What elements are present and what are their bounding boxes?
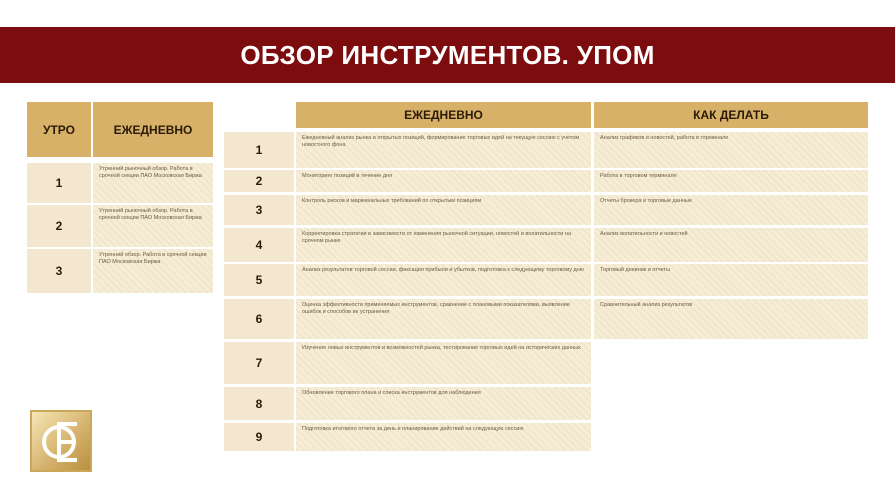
page-title: ОБЗОР ИНСТРУМЕНТОВ. УПОМ bbox=[0, 27, 895, 83]
right-row-4-number: 4 bbox=[224, 228, 294, 262]
right-row-2-how: Работа в торговом терминале bbox=[594, 170, 868, 192]
left-header-daily: ЕЖЕДНЕВНО bbox=[93, 102, 213, 157]
right-row-1-number: 1 bbox=[224, 132, 294, 168]
right-row-5-text: Анализ результатов торговой сессии, фиксация прибыли и убытков, подготовка к следующему торговому дню bbox=[296, 264, 591, 296]
left-row-2-text: Утренний рыночный обзор. Работа в срочной секции ПАО Московская Биржа bbox=[93, 205, 213, 247]
right-row-4-text: Корректировка стратегии в зависимости от изменения рыночной ситуации, новостей и волатильности на срочном рынке bbox=[296, 228, 591, 262]
company-logo bbox=[30, 410, 92, 472]
right-header-daily: ЕЖЕДНЕВНО bbox=[296, 102, 591, 128]
right-row-6-text: Оценка эффективности применяемых инструментов, сравнение с плановыми показателями, выявление ошибок и способов их устранения bbox=[296, 299, 591, 339]
right-row-9-number: 9 bbox=[224, 423, 294, 451]
right-row-8-number: 8 bbox=[224, 387, 294, 420]
left-row-1-number: 1 bbox=[27, 163, 91, 203]
right-row-3-number: 3 bbox=[224, 195, 294, 225]
right-row-9-text: Подготовка итогового отчета за день и планирование действий на следующую сессию bbox=[296, 423, 591, 451]
right-header-how: КАК ДЕЛАТЬ bbox=[594, 102, 868, 128]
right-row-6-number: 6 bbox=[224, 299, 294, 339]
left-row-3-number: 3 bbox=[27, 249, 91, 293]
right-row-5-how: Торговый дневник и отчеты bbox=[594, 264, 868, 296]
right-row-4-how: Анализ волатильности и новостей bbox=[594, 228, 868, 262]
right-row-1-how: Анализ графиков и новостей, работа в терминале bbox=[594, 132, 868, 168]
left-header-morning: УТРО bbox=[27, 102, 91, 157]
right-row-8-text: Обновление торгового плана и списка инструментов для наблюдения bbox=[296, 387, 591, 420]
right-row-3-how: Отчеты брокера и торговые данные bbox=[594, 195, 868, 225]
logo-emblem-icon bbox=[32, 412, 90, 470]
right-row-7-text: Изучение новых инструментов и возможностей рынка, тестирование торговых идей на исторических данных bbox=[296, 342, 591, 384]
right-row-2-text: Мониторинг позиций в течение дня bbox=[296, 170, 591, 192]
left-row-3-text: Утренний обзор. Работа в срочной секции ПАО Московская Биржа bbox=[93, 249, 213, 293]
left-row-2-number: 2 bbox=[27, 205, 91, 247]
right-row-2-number: 2 bbox=[224, 170, 294, 192]
right-row-3-text: Контроль рисков и маржинальных требований по открытым позициям bbox=[296, 195, 591, 225]
right-row-7-number: 7 bbox=[224, 342, 294, 384]
right-row-5-number: 5 bbox=[224, 264, 294, 296]
right-row-1-text: Ежедневный анализ рынка и открытых позиций, формирование торговых идей на текущую сессию с учетом новостного фона bbox=[296, 132, 591, 168]
left-row-1-text: Утренний рыночный обзор. Работа в срочной секции ПАО Московская Биржа bbox=[93, 163, 213, 203]
right-row-6-how: Сравнительный анализ результатов bbox=[594, 299, 868, 339]
